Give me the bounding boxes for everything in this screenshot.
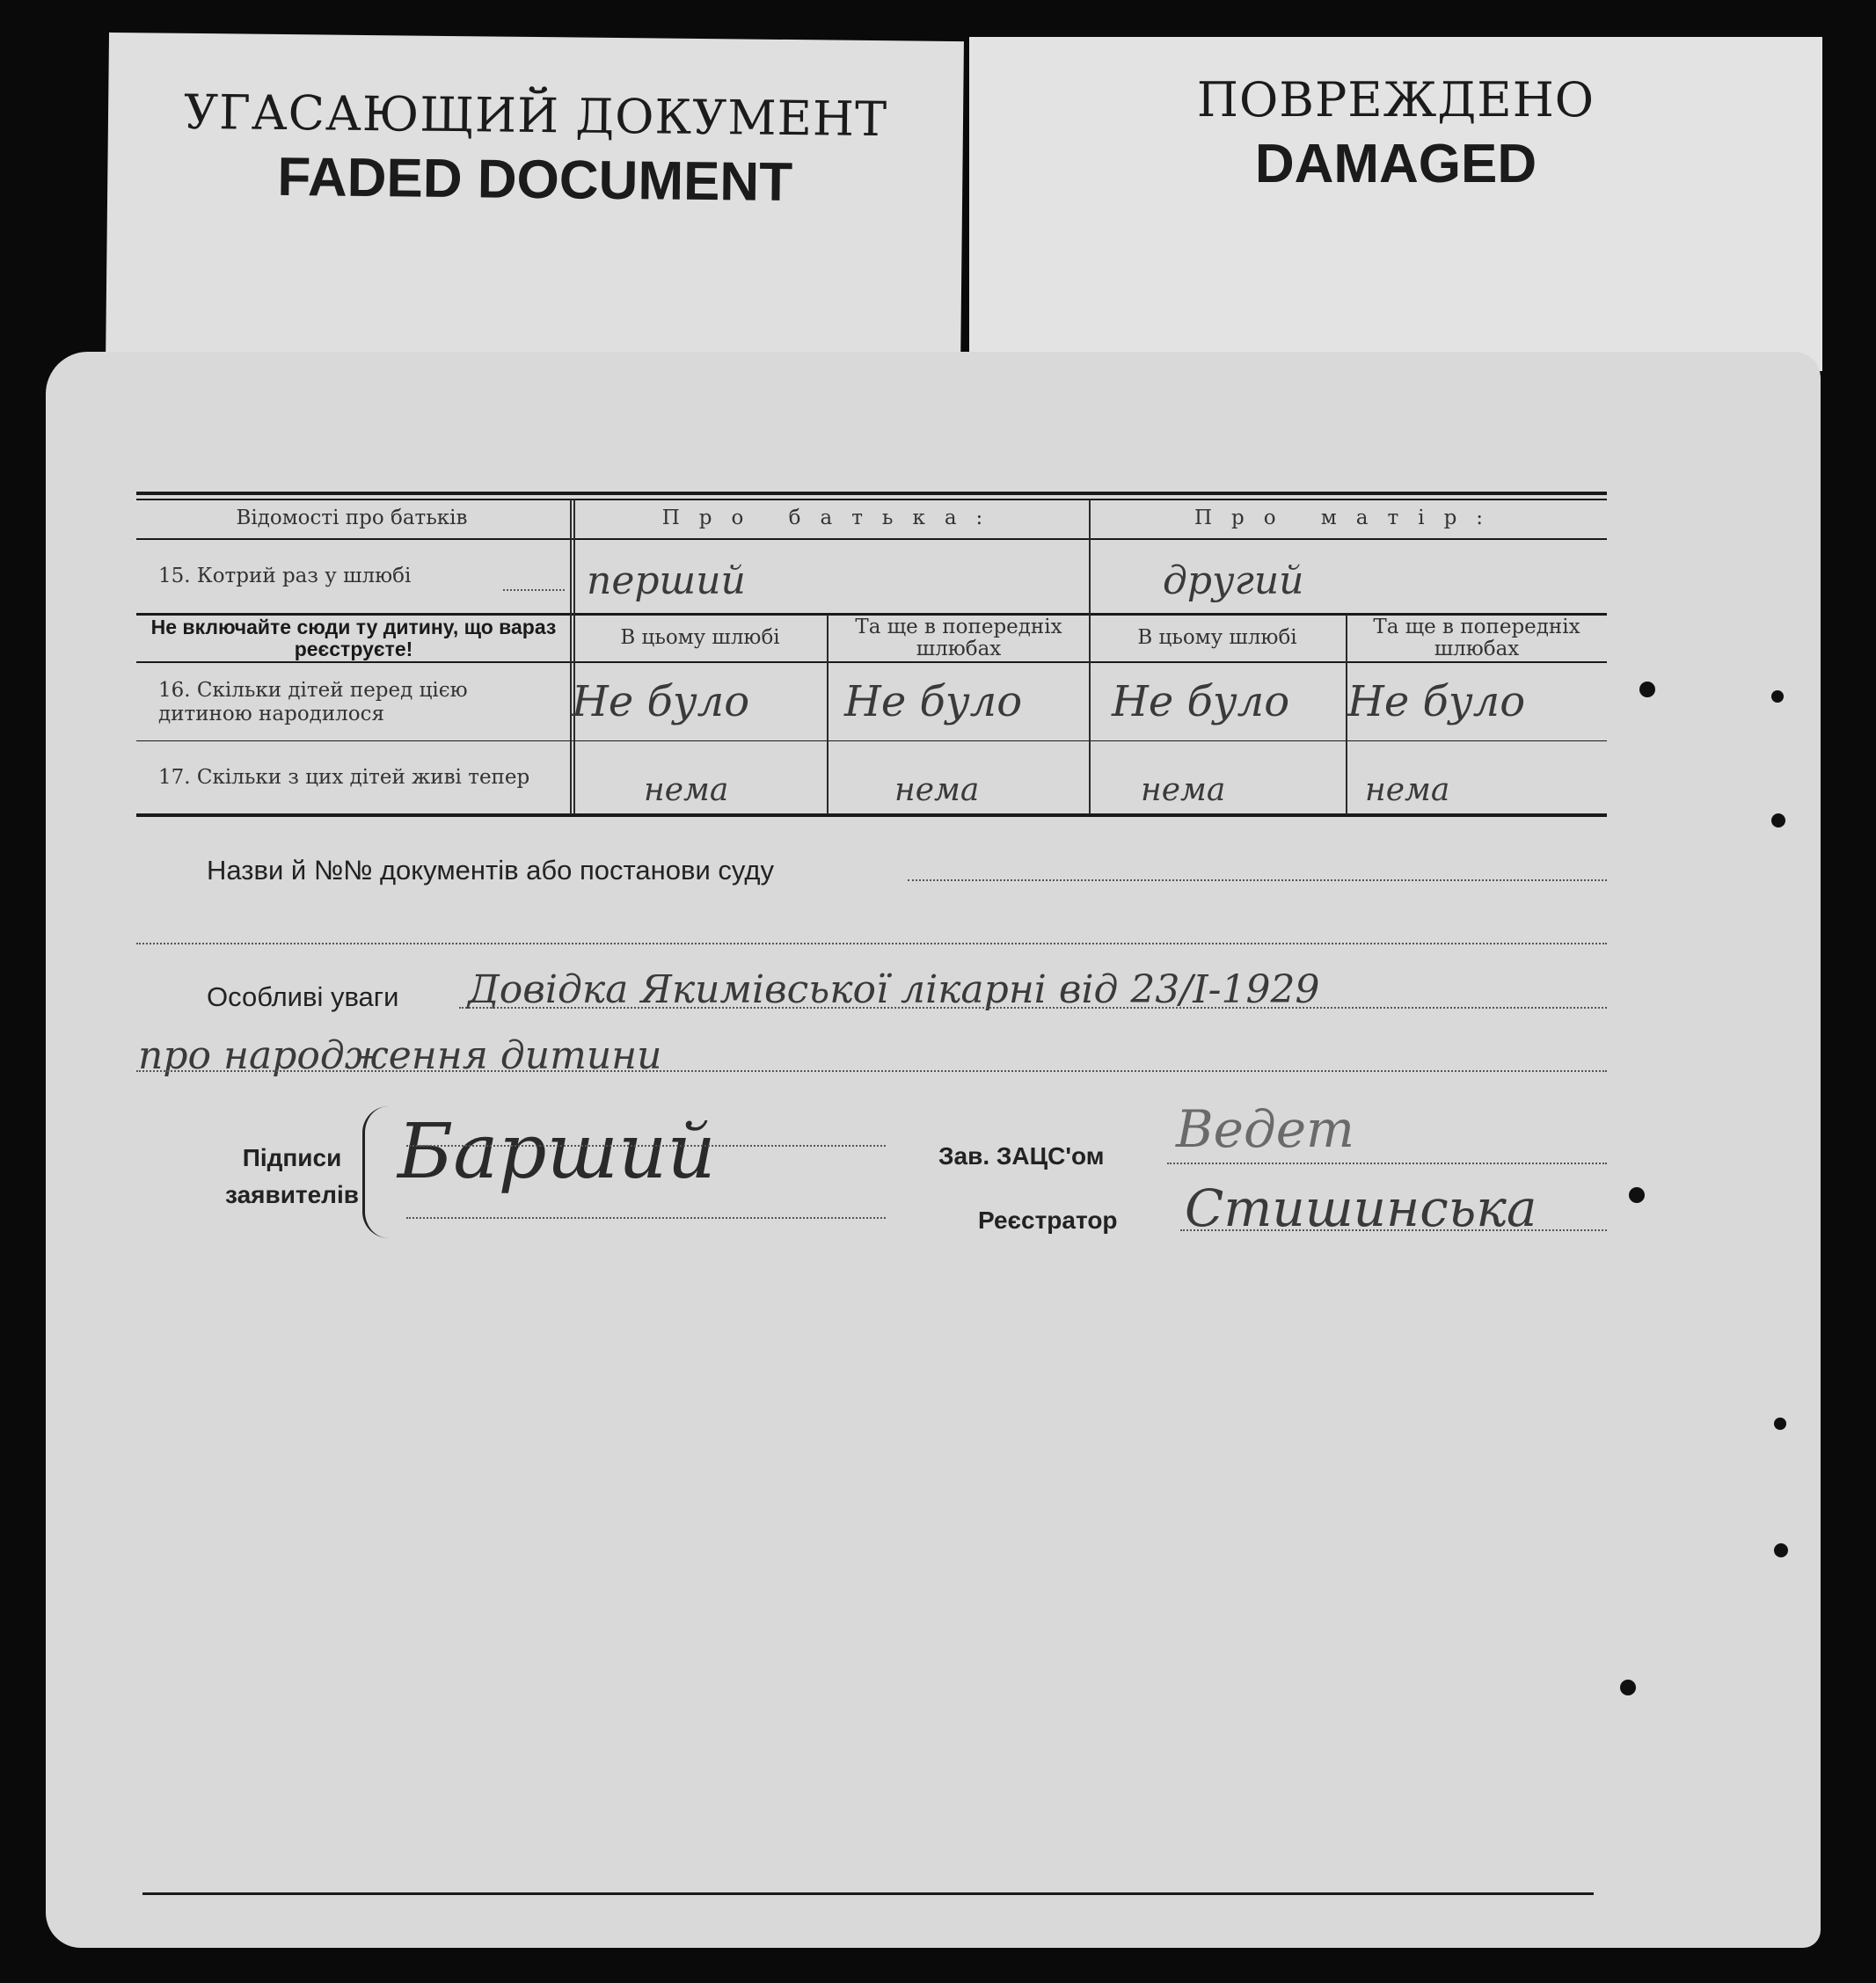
mother-previous-marriages-header: Та ще в попередніх шлюбах bbox=[1373, 616, 1580, 660]
father-in-this-marriage-header: В цьому шлюбі bbox=[620, 626, 780, 649]
header-about-father: Про батька: bbox=[661, 507, 1003, 529]
row15-label: 15. Котрий раз у шлюбі bbox=[158, 565, 412, 587]
binding-hole bbox=[1774, 1418, 1786, 1430]
damaged-document-card bbox=[969, 37, 1822, 371]
row15-mother-value: другий bbox=[1163, 558, 1304, 603]
applicants-signature-label: Підписи заявителів bbox=[225, 1144, 359, 1208]
remarks-line-1: Довідка Якимівської лікарні від 23/I-1929 bbox=[468, 967, 1320, 1012]
applicant-signature: Барший bbox=[398, 1108, 716, 1196]
row17-mother-previous-value: нема bbox=[1365, 772, 1450, 808]
documents-line-2 bbox=[136, 943, 1607, 944]
col-divider-2 bbox=[1089, 499, 1091, 814]
damaged-card-russian-label: ПОВРЕЖДЕНО bbox=[1196, 72, 1595, 128]
table-bottom-rule bbox=[136, 813, 1607, 817]
row17-father-this-value: нема bbox=[644, 772, 729, 808]
binding-hole bbox=[1771, 690, 1784, 703]
row16-mother-previous-value: Не було bbox=[1347, 677, 1526, 726]
registrar-signature: Стишинська bbox=[1185, 1178, 1537, 1238]
binding-hole bbox=[1639, 682, 1655, 697]
row15-father-value: перший bbox=[587, 558, 746, 603]
subheader-bottom-rule bbox=[136, 661, 1607, 663]
applicants-signature-label-line1 bbox=[217, 1140, 367, 1214]
header-about-mother: Про матір: bbox=[1193, 507, 1503, 529]
applicants-brace bbox=[362, 1106, 391, 1238]
sheet-bottom-rule bbox=[142, 1892, 1594, 1895]
binding-hole bbox=[1620, 1680, 1636, 1695]
row16-mother-this-value: Не було bbox=[1112, 677, 1290, 726]
binding-hole bbox=[1774, 1543, 1788, 1557]
mother-in-this-marriage-header: В цьому шлюбі bbox=[1137, 626, 1297, 649]
binding-hole bbox=[1629, 1187, 1645, 1203]
row16-father-previous-value: Не було bbox=[844, 677, 1023, 726]
row16-bottom-rule bbox=[136, 740, 1607, 741]
row17-mother-this-value: нема bbox=[1141, 772, 1226, 808]
header-parents-info: Відомості про батьків bbox=[236, 507, 468, 529]
remarks-label: Особливі уваги bbox=[207, 981, 399, 1012]
faded-card-english-label: FADED DOCUMENT bbox=[277, 146, 793, 214]
faded-document-card bbox=[106, 33, 964, 375]
head-registry-signature: Ведет bbox=[1176, 1099, 1355, 1159]
binding-hole bbox=[1771, 813, 1785, 827]
documents-label: Назви й №№ документів або постанови суду bbox=[207, 855, 774, 886]
row16-father-this-value: Не було bbox=[572, 677, 750, 726]
remarks-line-2: про народження дитини bbox=[138, 1033, 662, 1078]
register-sheet bbox=[46, 352, 1821, 1948]
table-top-rule-thin bbox=[136, 499, 1607, 500]
row17-father-previous-value: нема bbox=[894, 772, 980, 808]
exclusion-note: Не включайте сюди ту дитину, що вараз реєструєте! bbox=[150, 616, 557, 660]
faded-card-russian-label: УГАСАЮЩИЙ ДОКУМЕНТ bbox=[183, 84, 888, 148]
damaged-card-english-label: DAMAGED bbox=[1254, 134, 1537, 194]
row16-label: 16. Скільки дітей перед цією дитиною народилося bbox=[158, 679, 468, 725]
header-bottom-rule bbox=[136, 538, 1607, 540]
documents-line-1 bbox=[908, 879, 1607, 881]
col-divider-1b bbox=[573, 499, 575, 814]
row17-label: 17. Скільки з цих дітей живі тепер bbox=[158, 766, 530, 789]
table-top-rule bbox=[136, 492, 1607, 495]
head-registry-label: Зав. ЗАЦС'ом bbox=[938, 1142, 1105, 1170]
registrar-label: Реєстратор bbox=[978, 1207, 1118, 1234]
father-previous-marriages-header: Та ще в попередніх шлюбах bbox=[855, 616, 1062, 660]
